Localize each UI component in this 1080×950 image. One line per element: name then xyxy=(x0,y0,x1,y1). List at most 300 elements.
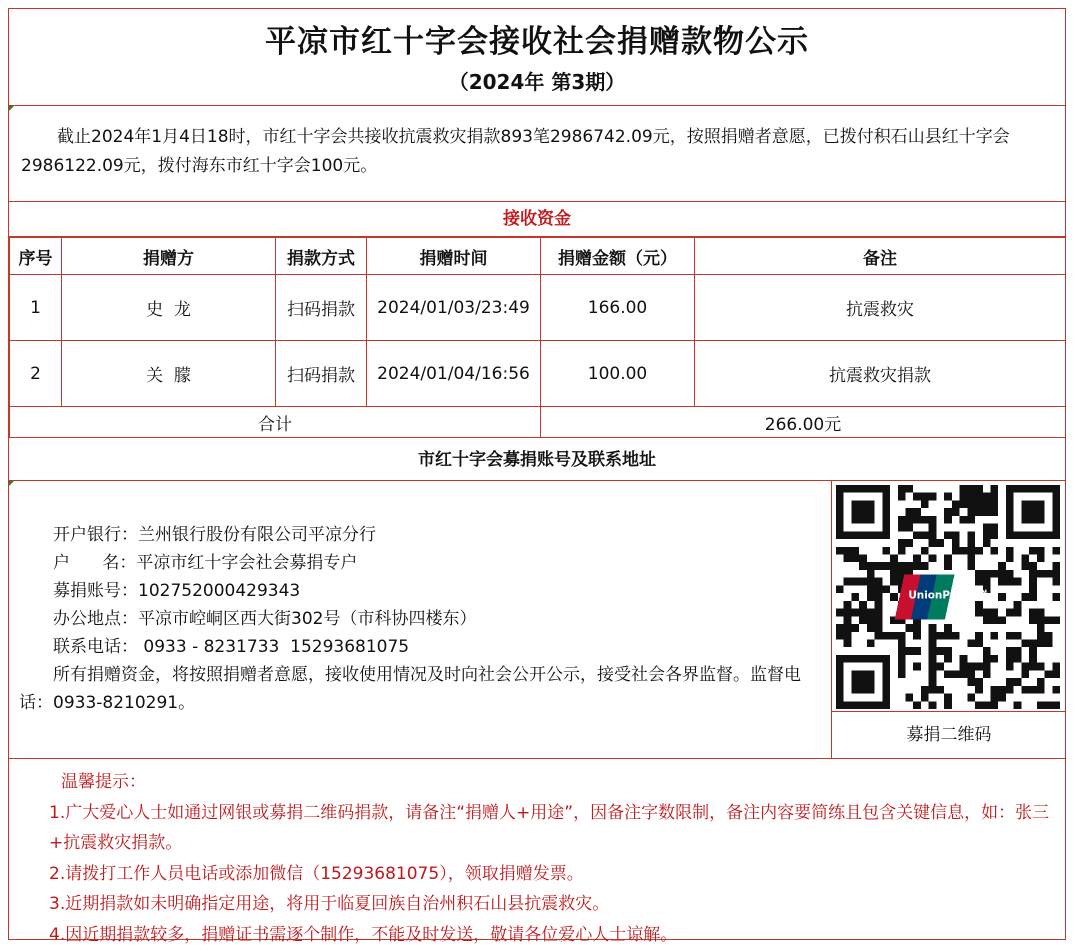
qr-module xyxy=(1052,562,1060,570)
qr-module xyxy=(929,686,937,694)
qr-module xyxy=(975,701,983,709)
qr-module xyxy=(898,670,906,678)
qr-module xyxy=(898,516,906,524)
qr-module xyxy=(913,562,921,570)
qr-module xyxy=(929,670,937,678)
phone-line: 联系电话： 0933 - 8231733 15293681075 xyxy=(19,633,829,661)
qr-module xyxy=(867,578,875,586)
qr-module xyxy=(898,539,906,547)
qr-module xyxy=(960,516,968,524)
qr-module xyxy=(929,539,937,547)
qr-module xyxy=(913,493,921,501)
qr-module xyxy=(990,694,998,702)
qr-module xyxy=(990,632,998,640)
qr-module xyxy=(967,678,975,686)
qr-module xyxy=(898,647,906,655)
qr-finder-pattern xyxy=(851,500,874,523)
qr-module xyxy=(898,562,906,570)
qr-module xyxy=(944,624,952,632)
qr-module xyxy=(1014,601,1022,609)
qr-module xyxy=(929,493,937,501)
tips-section xyxy=(9,759,1065,941)
qr-module xyxy=(867,570,875,578)
qr-module xyxy=(967,539,975,547)
qr-module xyxy=(983,670,991,678)
qr-module xyxy=(975,609,983,617)
qr-module xyxy=(1021,686,1029,694)
qr-module xyxy=(1045,616,1053,624)
qr-module xyxy=(1037,663,1045,671)
qr-module xyxy=(975,632,983,640)
qr-module xyxy=(983,616,991,624)
qr-module xyxy=(944,562,952,570)
qr-module xyxy=(1045,632,1053,640)
qr-module xyxy=(1037,701,1045,709)
qr-module xyxy=(960,547,968,555)
donation-time: 2024/01/03/23:49 xyxy=(367,275,541,341)
contact-details xyxy=(19,521,829,717)
qr-module xyxy=(867,562,875,570)
qr-module xyxy=(1037,678,1045,686)
qr-module xyxy=(975,485,983,493)
qr-module xyxy=(998,578,1006,586)
donation-note: 抗震救灾 xyxy=(695,275,1066,341)
funds-section-title: 接收资金 xyxy=(9,202,1065,237)
qr-module xyxy=(1029,639,1037,647)
donation-qr-code[interactable] xyxy=(836,485,1060,709)
qr-module xyxy=(960,493,968,501)
qr-module xyxy=(960,670,968,678)
row-number: 1 xyxy=(10,275,62,341)
qr-module xyxy=(836,632,844,640)
qr-module xyxy=(875,624,883,632)
qr-module xyxy=(929,516,937,524)
qr-module xyxy=(990,609,998,617)
qr-module xyxy=(882,585,890,593)
qr-module xyxy=(844,601,852,609)
qr-module xyxy=(875,578,883,586)
qr-module xyxy=(890,632,898,640)
qr-module xyxy=(967,493,975,501)
qr-module xyxy=(952,539,960,547)
donation-amount: 166.00 xyxy=(541,275,695,341)
qr-module xyxy=(1037,616,1045,624)
qr-module xyxy=(975,508,983,516)
qr-module xyxy=(1029,663,1037,671)
qr-finder-pattern xyxy=(851,670,874,693)
qr-module xyxy=(1021,670,1029,678)
qr-module xyxy=(906,539,914,547)
qr-module xyxy=(851,609,859,617)
qr-module xyxy=(1029,547,1037,555)
qr-module xyxy=(929,655,937,663)
tip-item: 1.广大爱心人士如通过网银或募捐二维码捐款，请备注“捐赠人+用途”，因备注字数限制，备注内容要简练且包含关键信息，如：张三+抗震救灾捐款。 xyxy=(19,798,1053,859)
qr-module xyxy=(1045,670,1053,678)
qr-module xyxy=(952,508,960,516)
qr-module xyxy=(875,593,883,601)
qr-module xyxy=(983,539,991,547)
qr-module xyxy=(1037,686,1045,694)
qr-module xyxy=(836,624,844,632)
qr-module xyxy=(906,647,914,655)
qr-module xyxy=(1021,663,1029,671)
qr-module xyxy=(990,524,998,532)
qr-module xyxy=(967,639,975,647)
qr-module xyxy=(890,570,898,578)
qr-module xyxy=(929,678,937,686)
qr-module xyxy=(975,570,983,578)
qr-module xyxy=(867,616,875,624)
qr-module xyxy=(990,531,998,539)
qr-module xyxy=(944,670,952,678)
qr-module xyxy=(875,585,883,593)
column-header: 捐赠时间 xyxy=(367,238,541,275)
qr-module xyxy=(1006,547,1014,555)
qr-module xyxy=(906,524,914,532)
qr-module xyxy=(1037,624,1045,632)
qr-module xyxy=(1029,609,1037,617)
qr-module xyxy=(944,655,952,663)
qr-module xyxy=(882,547,890,555)
qr-module xyxy=(851,593,859,601)
qr-module xyxy=(990,485,998,493)
qr-module xyxy=(890,578,898,586)
donor-name: 关 朦 xyxy=(62,341,276,407)
qr-module xyxy=(913,516,921,524)
qr-module xyxy=(1037,639,1045,647)
qr-module xyxy=(998,593,1006,601)
qr-module xyxy=(983,531,991,539)
qr-module xyxy=(1037,609,1045,617)
qr-module xyxy=(967,670,975,678)
total-value: 266.00元 xyxy=(541,407,1066,438)
qr-module xyxy=(1029,616,1037,624)
unionpay-logo-icon: UnionPay 银联 xyxy=(908,589,988,602)
qr-module xyxy=(913,508,921,516)
qr-module xyxy=(967,562,975,570)
qr-module xyxy=(906,562,914,570)
qr-module xyxy=(906,516,914,524)
qr-module xyxy=(936,632,944,640)
qr-module xyxy=(1021,593,1029,601)
qr-module xyxy=(944,516,952,524)
qr-module xyxy=(906,694,914,702)
qr-module xyxy=(1014,701,1022,709)
qr-module xyxy=(1006,647,1014,655)
qr-module xyxy=(851,624,859,632)
address-line: 办公地点：平凉市崆峒区西大街302号（市科协四楼东） xyxy=(19,605,829,633)
qr-module xyxy=(929,647,937,655)
qr-module xyxy=(859,601,867,609)
qr-module xyxy=(844,624,852,632)
qr-module xyxy=(960,485,968,493)
qr-module xyxy=(967,531,975,539)
qr-module xyxy=(1021,562,1029,570)
qr-module xyxy=(990,686,998,694)
qr-module xyxy=(1037,570,1045,578)
qr-module xyxy=(875,609,883,617)
qr-module xyxy=(967,663,975,671)
qr-module xyxy=(944,555,952,563)
qr-module xyxy=(921,694,929,702)
qr-module xyxy=(890,562,898,570)
qr-module xyxy=(844,639,852,647)
tip-item: 2.请拨打工作人员电话或添加微信（15293681075），领取捐赠发票。 xyxy=(19,859,1053,890)
column-header: 捐赠方 xyxy=(62,238,276,275)
qr-module xyxy=(1014,647,1022,655)
qr-module xyxy=(898,547,906,555)
qr-module xyxy=(975,663,983,671)
qr-module xyxy=(875,616,883,624)
qr-module xyxy=(898,493,906,501)
qr-module xyxy=(844,609,852,617)
qr-module xyxy=(1052,670,1060,678)
qr-module xyxy=(1021,639,1029,647)
qr-module xyxy=(1021,555,1029,563)
qr-module xyxy=(998,616,1006,624)
qr-module xyxy=(929,524,937,532)
qr-module xyxy=(1029,570,1037,578)
qr-module xyxy=(998,694,1006,702)
donation-method: 扫码捐款 xyxy=(276,275,367,341)
qr-module xyxy=(944,647,952,655)
qr-module xyxy=(975,686,983,694)
qr-module xyxy=(1006,678,1014,686)
qr-code-box xyxy=(831,481,1066,758)
qr-module xyxy=(1045,639,1053,647)
qr-module xyxy=(990,547,998,555)
qr-module xyxy=(898,632,906,640)
qr-module xyxy=(875,562,883,570)
qr-module xyxy=(921,531,929,539)
qr-module xyxy=(913,647,921,655)
qr-module xyxy=(944,632,952,640)
qr-module xyxy=(1029,562,1037,570)
qr-module xyxy=(921,686,929,694)
qr-module xyxy=(867,639,875,647)
intro-paragraph: 截止2024年1月4日18时，市红十字会共接收抗震救灾捐款893笔2986742.09元，按照捐赠者意愿，已拨付积石山县红十字会2986122.09元，拨付海东市红十字会100元。 xyxy=(9,106,1065,202)
qr-module xyxy=(851,555,859,563)
total-label: 合计 xyxy=(10,407,541,438)
qr-module xyxy=(990,493,998,501)
qr-module xyxy=(1029,655,1037,663)
qr-module xyxy=(983,647,991,655)
issue-number: （2024年 第3期） xyxy=(9,66,1065,95)
qr-module xyxy=(1006,578,1014,586)
qr-module xyxy=(906,485,914,493)
qr-module xyxy=(1045,701,1053,709)
qr-module xyxy=(983,570,991,578)
qr-module xyxy=(983,701,991,709)
qr-module xyxy=(913,555,921,563)
qr-module xyxy=(882,562,890,570)
qr-module xyxy=(990,616,998,624)
qr-module xyxy=(913,624,921,632)
qr-module xyxy=(1052,570,1060,578)
account-name-line: 户 名：平凉市红十字会社会募捐专户 xyxy=(19,549,829,577)
qr-module xyxy=(875,632,883,640)
qr-module xyxy=(890,555,898,563)
qr-module xyxy=(1014,578,1022,586)
column-header: 捐款方式 xyxy=(276,238,367,275)
qr-module xyxy=(859,562,867,570)
qr-module xyxy=(1052,701,1060,709)
qr-module xyxy=(844,578,852,586)
tips-heading: 温馨提示： xyxy=(19,767,1053,798)
qr-module xyxy=(913,531,921,539)
table-header-row xyxy=(10,238,1066,275)
table-row xyxy=(10,341,1066,407)
qr-module xyxy=(1006,663,1014,671)
qr-module xyxy=(990,570,998,578)
qr-module xyxy=(836,609,844,617)
qr-module xyxy=(1006,655,1014,663)
qr-module xyxy=(929,663,937,671)
qr-module xyxy=(906,624,914,632)
qr-module xyxy=(913,701,921,709)
qr-module xyxy=(1037,547,1045,555)
qr-module xyxy=(859,616,867,624)
qr-module xyxy=(1052,593,1060,601)
qr-module xyxy=(967,516,975,524)
qr-module xyxy=(1029,593,1037,601)
donation-time: 2024/01/04/16:56 xyxy=(367,341,541,407)
page-title: 平凉市红十字会接收社会捐赠款物公示 xyxy=(9,22,1065,62)
row-number: 2 xyxy=(10,341,62,407)
qr-module xyxy=(1014,632,1022,640)
qr-module xyxy=(898,663,906,671)
qr-code-label: 募捐二维码 xyxy=(832,711,1066,750)
qr-module xyxy=(952,547,960,555)
qr-module xyxy=(1052,547,1060,555)
qr-module xyxy=(906,508,914,516)
qr-module xyxy=(1045,570,1053,578)
qr-module xyxy=(1006,632,1014,640)
donation-note: 抗震救灾捐款 xyxy=(695,341,1066,407)
qr-module xyxy=(1006,609,1014,617)
qr-module xyxy=(983,508,991,516)
tip-item: 3.近期捐款如未明确指定用途，将用于临夏回族自治州积石山县抗震救灾。 xyxy=(19,889,1053,920)
qr-module xyxy=(844,616,852,624)
qr-module xyxy=(990,701,998,709)
qr-module xyxy=(944,694,952,702)
qr-module xyxy=(875,601,883,609)
qr-module xyxy=(975,578,983,586)
table-row xyxy=(10,275,1066,341)
qr-module xyxy=(944,493,952,501)
qr-module xyxy=(990,508,998,516)
qr-module xyxy=(867,624,875,632)
qr-module xyxy=(859,578,867,586)
qr-module xyxy=(921,500,929,508)
qr-module xyxy=(851,547,859,555)
title-block xyxy=(9,9,1065,106)
qr-module xyxy=(936,539,944,547)
qr-module xyxy=(944,701,952,709)
qr-module xyxy=(1029,585,1037,593)
qr-module xyxy=(1029,647,1037,655)
donations-table xyxy=(9,237,1066,438)
qr-module xyxy=(983,609,991,617)
qr-module xyxy=(936,663,944,671)
qr-module xyxy=(1052,578,1060,586)
supervision-notice: 所有捐赠资金，将按照捐赠者意愿，接收使用情况及时向社会公开公示，接受社会各界监督。监督电话：0933-8210291。 xyxy=(19,661,829,717)
qr-module xyxy=(936,686,944,694)
qr-module xyxy=(967,500,975,508)
total-row xyxy=(10,407,1066,438)
qr-module xyxy=(1037,632,1045,640)
qr-module xyxy=(1006,570,1014,578)
qr-module xyxy=(975,493,983,501)
qr-module xyxy=(1014,655,1022,663)
qr-module xyxy=(936,647,944,655)
qr-module xyxy=(990,500,998,508)
qr-module xyxy=(921,547,929,555)
qr-module xyxy=(898,655,906,663)
column-header: 捐赠金额（元） xyxy=(541,238,695,275)
qr-module xyxy=(983,524,991,532)
qr-module xyxy=(967,694,975,702)
qr-module xyxy=(952,531,960,539)
qr-module xyxy=(983,663,991,671)
donor-name: 史 龙 xyxy=(62,275,276,341)
qr-module xyxy=(960,655,968,663)
qr-module xyxy=(944,531,952,539)
qr-module xyxy=(836,585,844,593)
contact-section-title: 市红十字会募捐账号及联系地址 xyxy=(9,440,1065,481)
qr-module xyxy=(921,493,929,501)
qr-module xyxy=(960,500,968,508)
qr-module xyxy=(851,578,859,586)
column-header: 序号 xyxy=(10,238,62,275)
qr-module xyxy=(1006,555,1014,563)
qr-module xyxy=(844,632,852,640)
account-number-line: 募捐账号：102752000429343 xyxy=(19,577,829,605)
qr-module xyxy=(1052,663,1060,671)
qr-module xyxy=(990,655,998,663)
qr-module xyxy=(952,632,960,640)
qr-module xyxy=(929,531,937,539)
qr-module xyxy=(859,609,867,617)
qr-module xyxy=(1006,686,1014,694)
qr-module xyxy=(983,655,991,663)
bank-line: 开户银行：兰州银行股份有限公司平凉分行 xyxy=(19,521,829,549)
qr-module xyxy=(867,585,875,593)
qr-module xyxy=(898,485,906,493)
qr-module xyxy=(983,578,991,586)
qr-module xyxy=(967,508,975,516)
qr-module xyxy=(998,686,1006,694)
qr-module xyxy=(921,562,929,570)
qr-module xyxy=(867,609,875,617)
donation-method: 扫码捐款 xyxy=(276,341,367,407)
qr-module xyxy=(1029,686,1037,694)
donation-amount: 100.00 xyxy=(541,341,695,407)
qr-module xyxy=(952,500,960,508)
qr-module xyxy=(890,593,898,601)
qr-module xyxy=(867,593,875,601)
qr-module xyxy=(998,562,1006,570)
qr-module xyxy=(975,500,983,508)
qr-module xyxy=(844,547,852,555)
qr-module xyxy=(929,639,937,647)
qr-module xyxy=(1029,578,1037,586)
qr-module xyxy=(859,555,867,563)
qr-module xyxy=(844,555,852,563)
qr-module xyxy=(967,547,975,555)
qr-module xyxy=(967,555,975,563)
qr-module xyxy=(975,678,983,686)
